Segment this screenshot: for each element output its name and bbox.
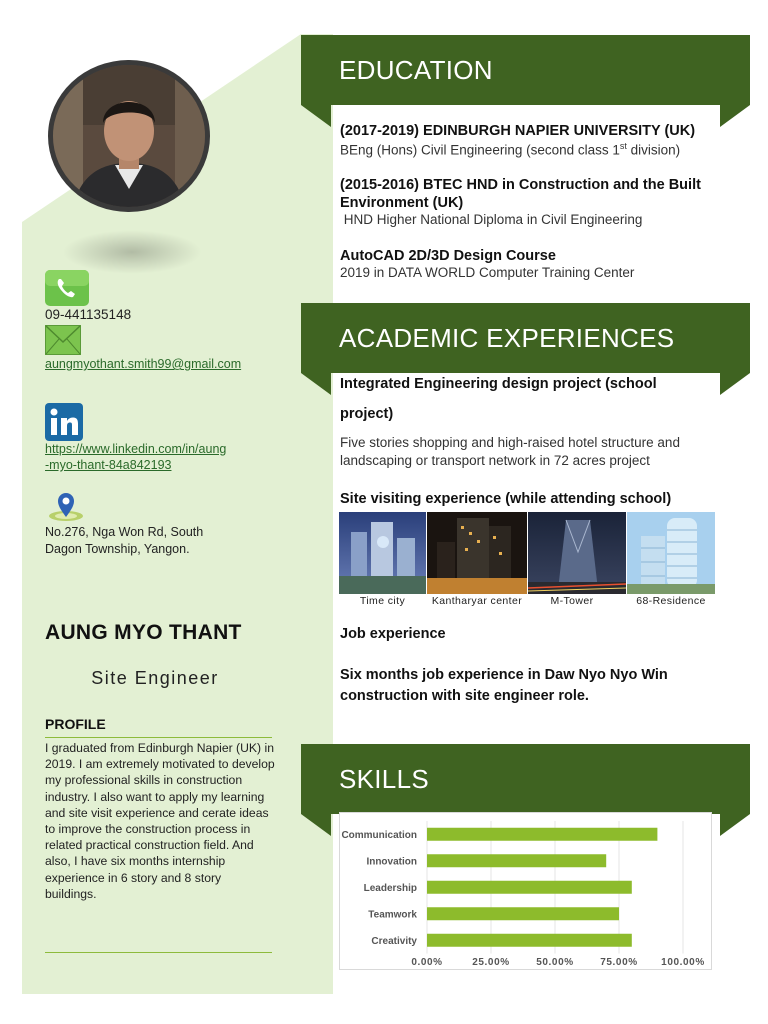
profile-divider bbox=[45, 737, 272, 738]
skills-chart-x-tick-label: 25.00% bbox=[472, 957, 510, 968]
project-title-line1: Integrated Engineering design project (school bbox=[340, 376, 657, 392]
project-desc-line1: Five stories shopping and high-raised hotel structure and bbox=[340, 435, 680, 450]
skills-chart-category-label: Creativity bbox=[371, 935, 417, 947]
candidate-role: Site Engineer bbox=[91, 668, 219, 688]
site-photo-time-city bbox=[339, 512, 426, 594]
photo-caption-time-city: Time city bbox=[359, 595, 406, 607]
job-experience-desc-line2: construction with site engineer role. bbox=[340, 688, 589, 704]
skills-chart-category-label: Teamwork bbox=[368, 909, 417, 921]
site-visit-heading: Site visiting experience (while attending school) bbox=[340, 491, 672, 507]
education-entry-2-detail: HND Higher National Diploma in Civil Engineering bbox=[340, 212, 643, 227]
site-photo-m-tower bbox=[528, 512, 626, 594]
linkedin-link-line1[interactable]: https://www.linkedin.com/in/aung bbox=[45, 442, 227, 456]
education-entry-3-detail: 2019 in DATA WORLD Computer Training Center bbox=[340, 265, 635, 280]
avatar-shadow bbox=[62, 230, 202, 274]
skills-chart-x-tick-label: 75.00% bbox=[600, 957, 638, 968]
skills-chart-bar bbox=[427, 934, 632, 947]
photo-caption-kantharyar-center: Kantharyar center bbox=[431, 595, 523, 607]
skills-chart-x-tick-label: 50.00% bbox=[536, 957, 574, 968]
profile-heading: PROFILE bbox=[45, 716, 106, 732]
phone-number: 09-441135148 bbox=[45, 307, 132, 322]
education-entry-1-title: (2017-2019) EDINBURGH NAPIER UNIVERSITY (UK) bbox=[340, 123, 696, 139]
project-desc-line2: landscaping or transport network in 72 acres project bbox=[340, 453, 650, 468]
skills-chart-bar bbox=[427, 828, 657, 841]
email-icon bbox=[45, 325, 81, 355]
location-pin-icon bbox=[46, 492, 86, 522]
profile-text: I graduated from Edinburgh Napier (UK) in 2019. I am extremely motivated to develop my professional skills in construction industry. I also want to apply my learning and site visit experience and cerate ideas to improve the construction process in related practical construction field. And also, I have six months internship experience in 6 story and 8 story buildings. bbox=[45, 741, 275, 901]
address-line2: Dagon Township, Yangon. bbox=[45, 542, 190, 556]
skills-chart-bar bbox=[427, 907, 619, 920]
project-title-line2: project) bbox=[340, 406, 394, 422]
academic-band-fold-right bbox=[720, 373, 750, 395]
avatar bbox=[48, 60, 210, 212]
skills-heading: SKILLS bbox=[301, 744, 750, 814]
skills-chart-svg bbox=[340, 813, 711, 969]
skills-chart-bar bbox=[427, 854, 606, 867]
education-heading: EDUCATION bbox=[301, 35, 750, 105]
candidate-name: AUNG MYO THANT bbox=[45, 621, 242, 644]
education-entry-2-title-line1: (2015-2016) BTEC HND in Construction and the Built bbox=[340, 177, 701, 193]
linkedin-link-line2[interactable]: -myo-thant-84a842193 bbox=[45, 458, 172, 472]
photo-caption-68-residence: 68-Residence bbox=[636, 595, 706, 607]
sidebar-bottom-divider bbox=[45, 952, 272, 953]
education-entry-3-title: AutoCAD 2D/3D Design Course bbox=[340, 248, 556, 264]
skills-chart-category-label: Communication bbox=[341, 829, 417, 841]
skills-band-fold-right bbox=[720, 814, 750, 836]
site-photo-kantharyar-center bbox=[427, 512, 527, 594]
skills-chart bbox=[339, 812, 712, 970]
job-experience-heading: Job experience bbox=[340, 626, 446, 642]
education-entry-1-detail bbox=[340, 141, 680, 158]
email-link[interactable]: aungmyothant.smith99@gmail.com bbox=[45, 357, 242, 371]
job-experience-desc-line1: Six months job experience in Daw Nyo Nyo Win bbox=[340, 667, 668, 683]
academic-band-fold-left bbox=[301, 373, 331, 395]
academic-heading: ACADEMIC EXPERIENCES bbox=[301, 303, 750, 373]
education-entry-2-title-line2: Environment (UK) bbox=[340, 195, 464, 211]
skills-chart-bar bbox=[427, 881, 632, 894]
education-entry-1-detail-end: division) bbox=[626, 142, 681, 158]
phone-icon bbox=[45, 270, 89, 306]
linkedin-icon bbox=[45, 403, 83, 441]
photo-caption-m-tower: M-Tower bbox=[550, 595, 594, 607]
skills-chart-category-label: Innovation bbox=[366, 856, 417, 868]
education-entry-1-detail-sup: st bbox=[619, 141, 627, 151]
education-entry-1-detail-text: BEng (Hons) Civil Engineering (second class 1 bbox=[340, 142, 620, 158]
address-line1: No.276, Nga Won Rd, South bbox=[45, 525, 204, 539]
site-photo-68-residence bbox=[627, 512, 715, 594]
skills-chart-category-label: Leadership bbox=[363, 882, 417, 894]
skills-band-fold-left bbox=[301, 814, 331, 836]
education-band-fold-left bbox=[301, 105, 331, 127]
education-band-fold-right bbox=[720, 105, 750, 127]
skills-chart-x-tick-label: 100.00% bbox=[661, 957, 705, 968]
skills-chart-x-tick-label: 0.00% bbox=[411, 957, 443, 968]
